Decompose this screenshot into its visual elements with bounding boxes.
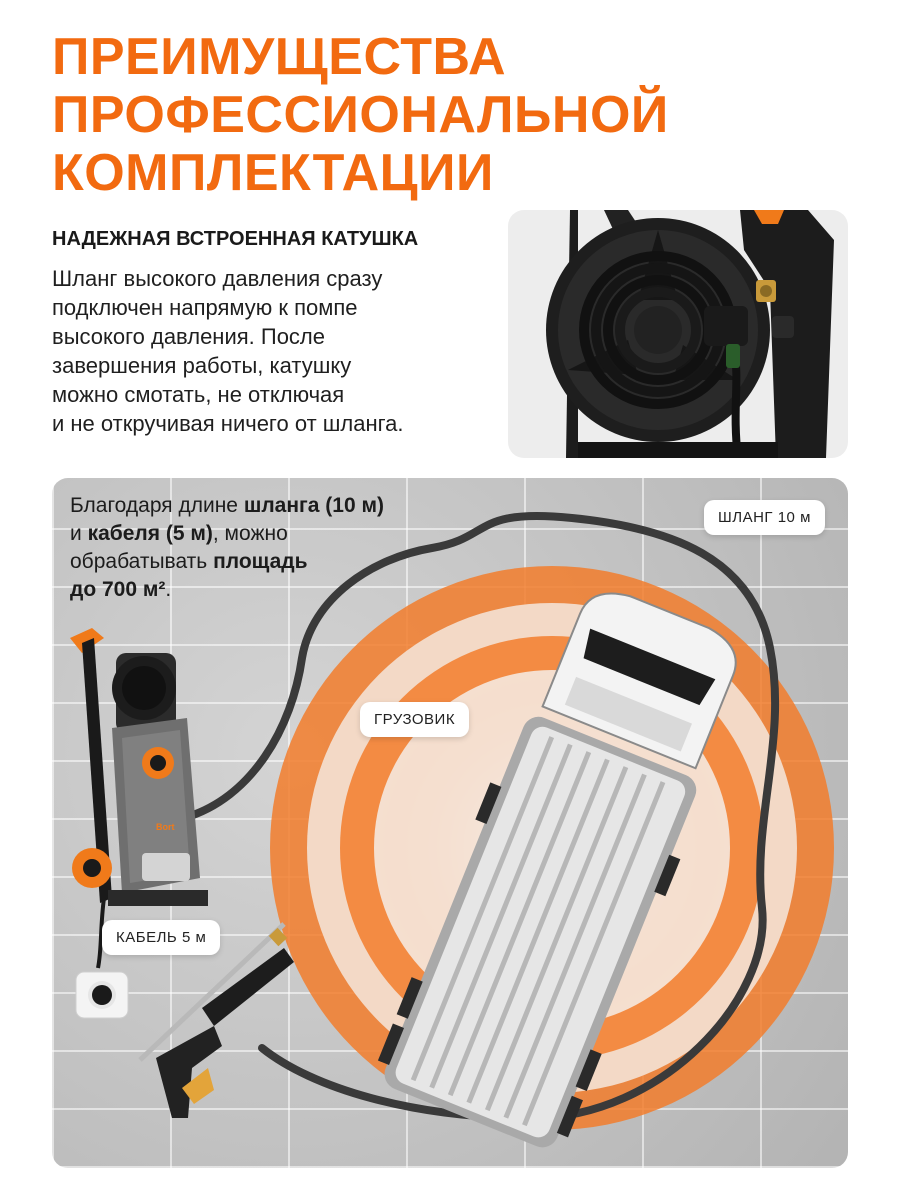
coverage-area-value: до 700 м²	[70, 578, 166, 601]
coverage-text: и	[70, 522, 88, 545]
title-line-1: ПРЕИМУЩЕСТВА	[52, 28, 506, 86]
feature-line: можно смотать, не отключая	[52, 382, 345, 407]
page-title	[52, 28, 852, 202]
truck-tag: ГРУЗОВИК	[360, 702, 469, 737]
feature-line: высокого давления. После	[52, 324, 326, 349]
feature-description	[52, 264, 472, 438]
coverage-text: обрабатывать	[70, 550, 214, 573]
title-line-3: КОМПЛЕКТАЦИИ	[52, 144, 494, 202]
coverage-text: .	[165, 578, 172, 601]
coverage-scene	[52, 478, 848, 1168]
feature-line: Шланг высокого давления сразу	[52, 266, 383, 291]
feature-line: завершения работы, катушку	[52, 353, 352, 378]
hose-reel-image	[508, 210, 848, 458]
pressure-washer	[70, 628, 208, 906]
coverage-hose-length: шланга (10 м)	[243, 494, 385, 517]
coverage-area-label: площадь	[213, 550, 308, 573]
coverage-text: Благодаря длине	[70, 494, 244, 517]
feature-line: и не откручивая ничего от шланга.	[52, 411, 404, 436]
feature-line: подключен напрямую к помпе	[52, 295, 358, 320]
coverage-description	[70, 492, 470, 604]
feature-heading: НАДЕЖНАЯ ВСТРОЕННАЯ КАТУШКА	[52, 228, 419, 250]
cable-length-tag: КАБЕЛЬ 5 м	[102, 920, 220, 955]
coverage-text: , можно	[212, 522, 288, 545]
brand-logo: Bort	[156, 822, 175, 832]
hose-reel-illustration	[508, 210, 848, 458]
coverage-cable-length: кабеля (5 м)	[87, 522, 213, 545]
hose-length-tag: ШЛАНГ 10 м	[704, 500, 825, 535]
power-cable	[76, 898, 128, 1018]
title-line-2: ПРОФЕССИОНАЛЬНОЙ	[52, 86, 669, 144]
